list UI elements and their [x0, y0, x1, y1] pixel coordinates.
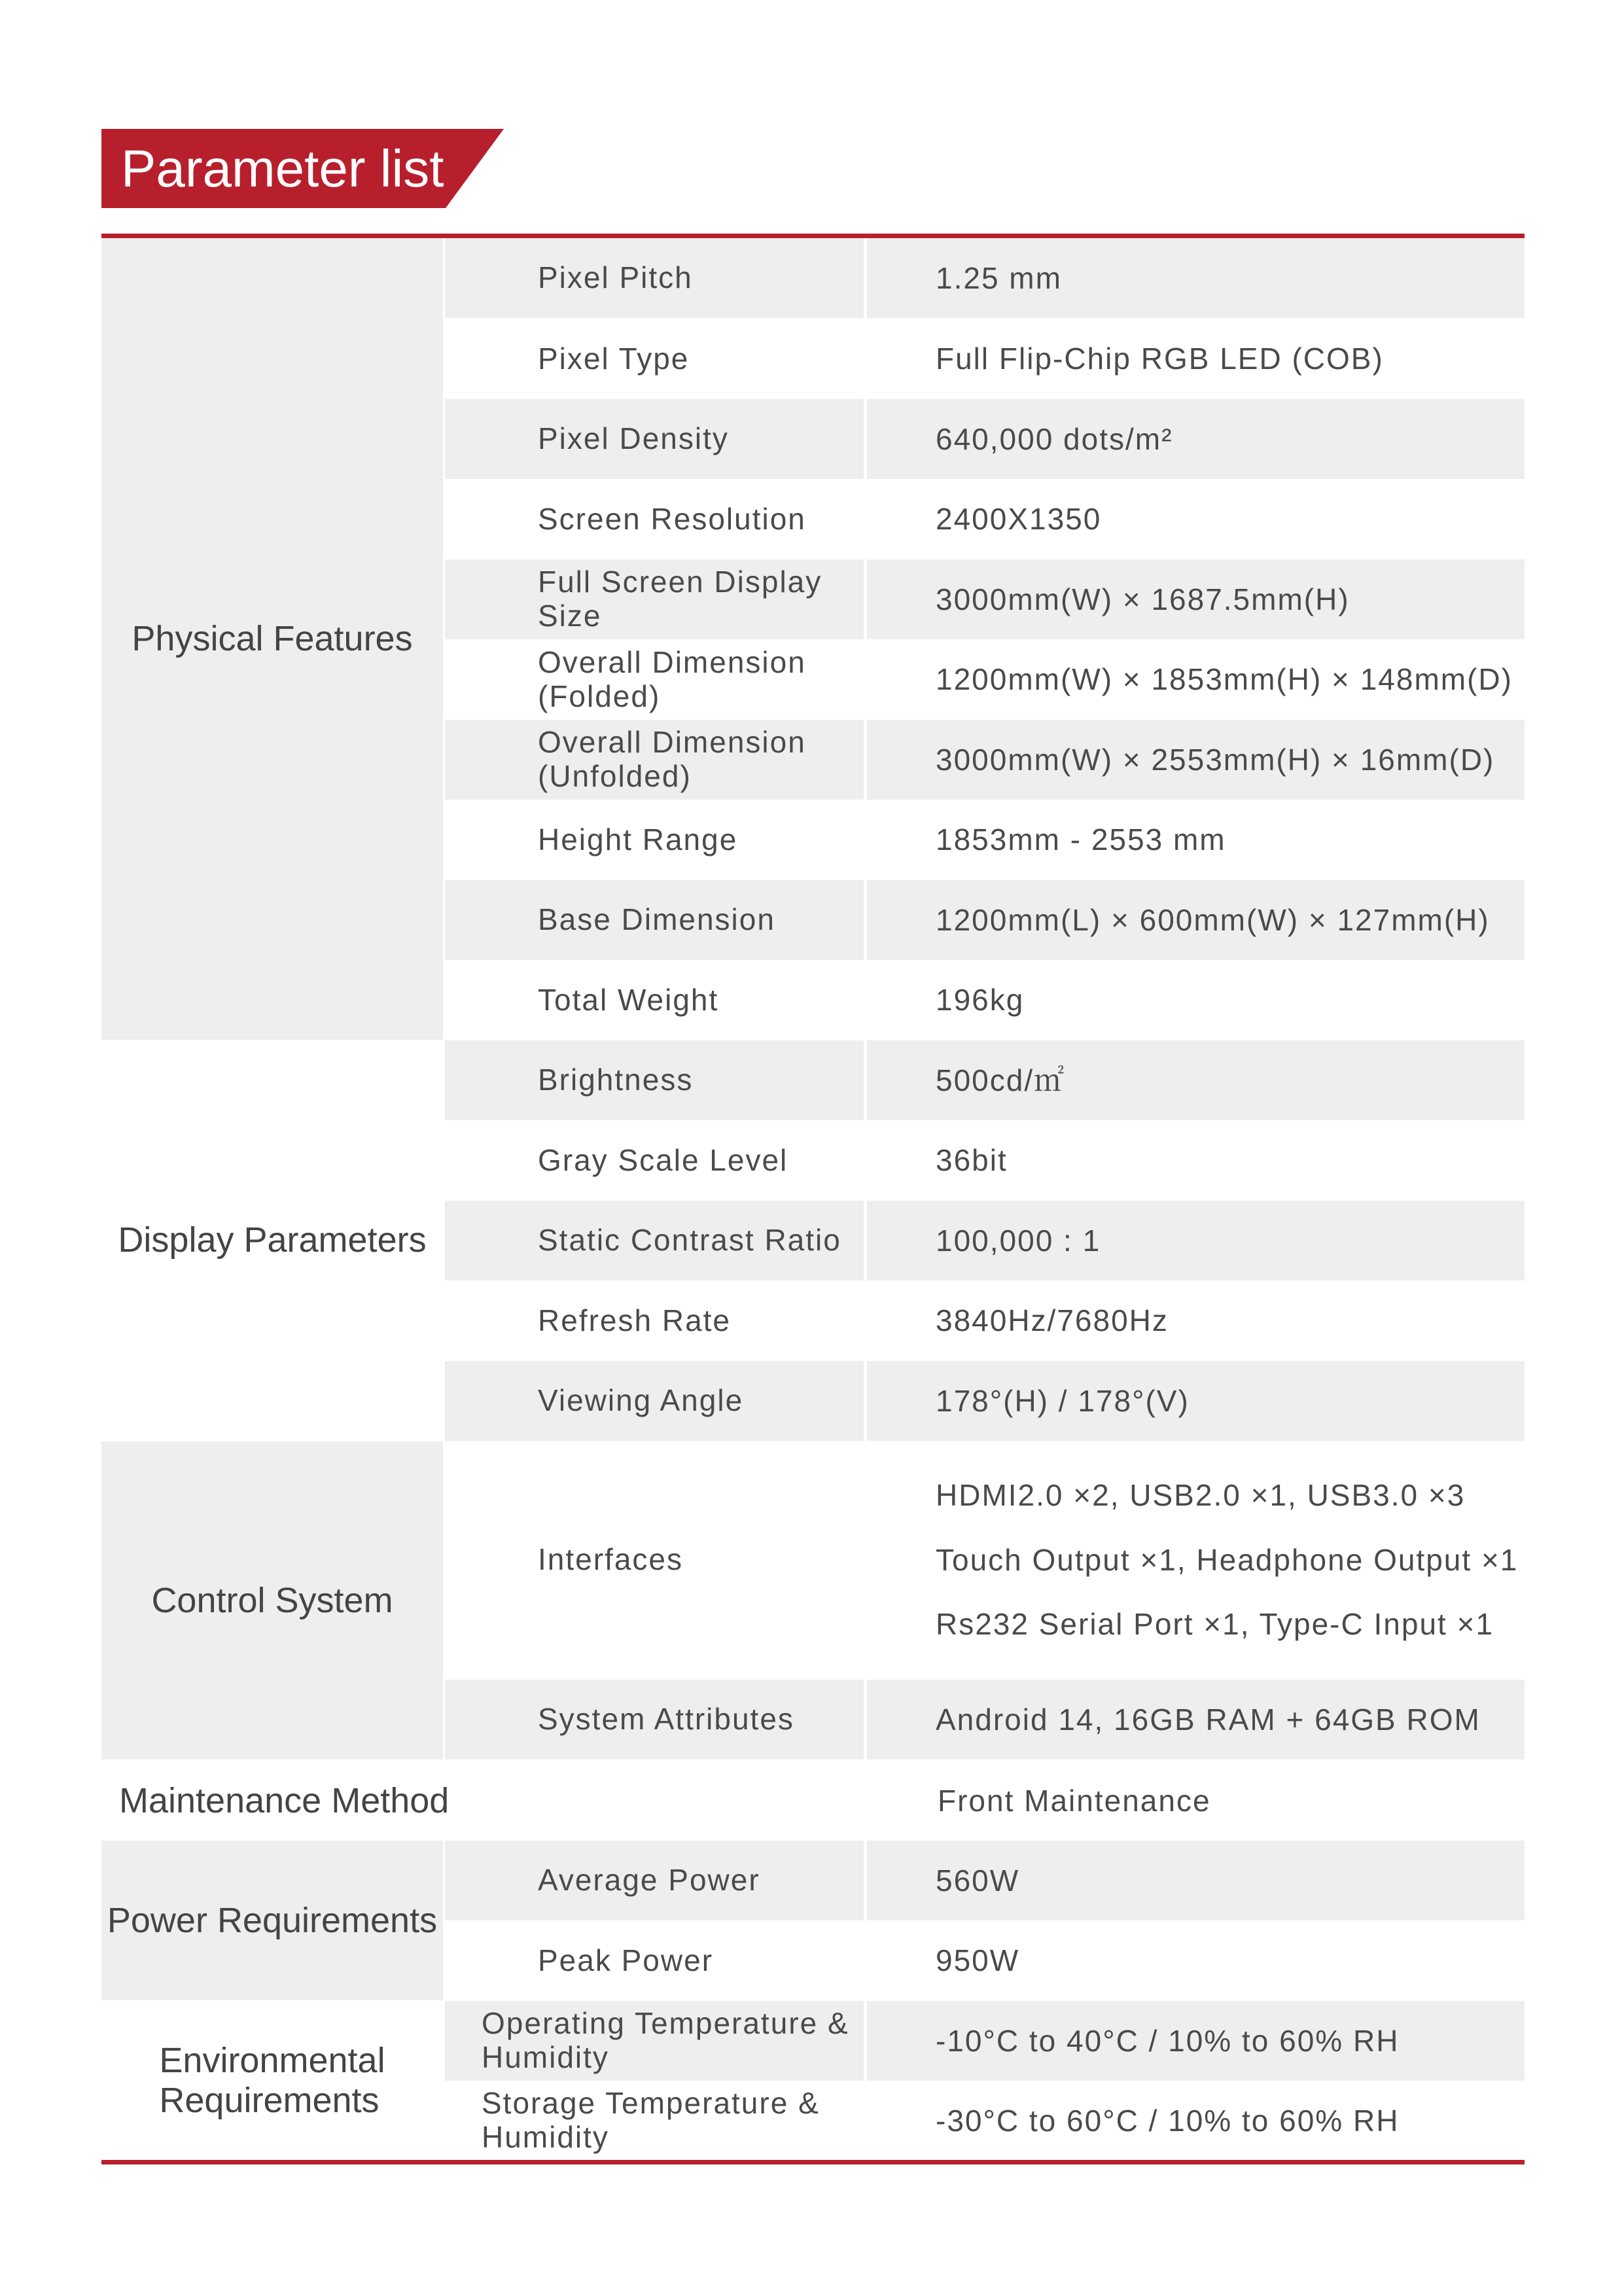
table-row	[445, 480, 1525, 559]
param-cell: Gray Scale Level	[538, 1142, 788, 1177]
interface-line: HDMI2.0 ×2, USB2.0 ×1, USB3.0 ×3	[936, 1478, 1466, 1513]
value-cell: Full Flip-Chip RGB LED (COB)	[936, 342, 1384, 376]
value-cell: -10°C to 40°C / 10% to 60% RH	[867, 2001, 1525, 2081]
category-display-parameters	[101, 1040, 443, 1439]
param-cell: Viewing Angle	[445, 1361, 864, 1441]
category-control-system	[101, 1441, 443, 1759]
param-cell: System Attributes	[445, 1680, 864, 1759]
table-row	[445, 720, 1525, 800]
table-row	[445, 1441, 1525, 1678]
value-cell-interfaces	[867, 1441, 1525, 1678]
table-row	[445, 399, 1525, 479]
table-row	[445, 640, 1525, 719]
table-row	[445, 2081, 1525, 2160]
category-label: Display Parameters	[118, 1220, 427, 1260]
table-top-rule	[101, 234, 1525, 238]
category-maintenance-method: Maintenance Method	[119, 1780, 450, 1820]
value-cell: 3000mm(W) × 2553mm(H) × 16mm(D)	[867, 720, 1525, 800]
value-cell: 500cd/㎡	[867, 1040, 1525, 1120]
value-cell: 1.25 mm	[867, 238, 1525, 318]
table-row	[445, 1040, 1525, 1120]
param-cell: Pixel Type	[538, 341, 690, 376]
value-cell: 1200mm(L) × 600mm(W) × 127mm(H)	[867, 880, 1525, 960]
table-row	[445, 961, 1525, 1040]
category-label	[159, 2041, 385, 2120]
page-title: Parameter list	[121, 139, 444, 198]
param-cell: Total Weight	[538, 982, 719, 1017]
param-line: Humidity	[482, 2120, 609, 2154]
param-cell: Refresh Rate	[538, 1303, 732, 1337]
param-cell: Base Dimension	[445, 880, 864, 960]
value-cell: 3840Hz/7680Hz	[936, 1303, 1169, 1338]
category-label: Physical Features	[132, 619, 413, 659]
param-cell: Screen Resolution	[538, 501, 806, 536]
value-cell: 950W	[936, 1943, 1020, 1978]
category-power-requirements	[101, 1841, 443, 2000]
category-environmental-requirements	[101, 2001, 443, 2160]
param-cell: Static Contrast Ratio	[445, 1201, 864, 1280]
table-row	[445, 559, 1525, 639]
category-label-line: Environmental	[159, 2041, 385, 2081]
param-cell: Peak Power	[538, 1943, 714, 1977]
param-cell: Average Power	[445, 1841, 864, 1920]
param-cell: Overall Dimension (Folded)	[538, 645, 806, 713]
table-row	[445, 800, 1525, 879]
table-row	[445, 2001, 1525, 2081]
table-bottom-rule	[101, 2160, 1525, 2164]
param-cell: Overall Dimension (Unfolded)	[445, 720, 864, 800]
value-cell: Android 14, 16GB RAM + 64GB ROM	[867, 1680, 1525, 1759]
interface-line: Touch Output ×1, Headphone Output ×1	[936, 1542, 1519, 1577]
value-cell: 560W	[867, 1841, 1525, 1920]
param-cell: Pixel Density	[445, 399, 864, 479]
table-row	[445, 1201, 1525, 1280]
table-row	[445, 1921, 1525, 2000]
value-cell: Front Maintenance	[938, 1783, 1211, 1818]
value-cell: -30°C to 60°C / 10% to 60% RH	[936, 2103, 1400, 2138]
page-title-banner	[101, 129, 504, 208]
value-cell: 1853mm - 2553 mm	[936, 822, 1226, 857]
param-line: Storage Temperature &	[482, 2086, 820, 2121]
category-physical-features	[101, 238, 443, 1040]
table-row	[445, 238, 1525, 318]
value-cell: 196kg	[936, 983, 1025, 1017]
param-cell: Interfaces	[538, 1542, 683, 1577]
table-row	[445, 880, 1525, 960]
interface-line: Rs232 Serial Port ×1, Type-C Input ×1	[936, 1607, 1494, 1642]
value-cell: 2400X1350	[936, 502, 1102, 537]
value-cell: 100,000 : 1	[867, 1201, 1525, 1280]
value-cell: 178°(H) / 178°(V)	[867, 1361, 1525, 1441]
category-label-line: Requirements	[159, 2080, 380, 2120]
table-row	[445, 1121, 1525, 1200]
param-cell	[445, 2001, 864, 2081]
param-cell: Pixel Pitch	[445, 238, 864, 318]
param-cell: Height Range	[538, 822, 738, 857]
category-label: Control System	[151, 1580, 393, 1620]
param-line: Humidity	[482, 2040, 609, 2074]
table-row	[445, 1281, 1525, 1360]
value-cell: 3000mm(W) × 1687.5mm(H)	[867, 559, 1525, 639]
value-cell: 1200mm(W) × 1853mm(H) × 148mm(D)	[936, 662, 1513, 697]
table-row	[445, 1680, 1525, 1759]
category-label: Power Requirements	[107, 1900, 438, 1940]
table-row	[445, 319, 1525, 398]
table-row	[445, 1361, 1525, 1441]
value-cell: 36bit	[936, 1143, 1008, 1178]
param-cell	[445, 2081, 864, 2160]
value-cell: 640,000 dots/m²	[867, 399, 1525, 479]
table-row	[445, 1841, 1525, 1920]
param-line: Operating Temperature &	[482, 2006, 849, 2041]
param-cell: Full Screen Display Size	[445, 559, 864, 639]
param-cell: Brightness	[445, 1040, 864, 1120]
